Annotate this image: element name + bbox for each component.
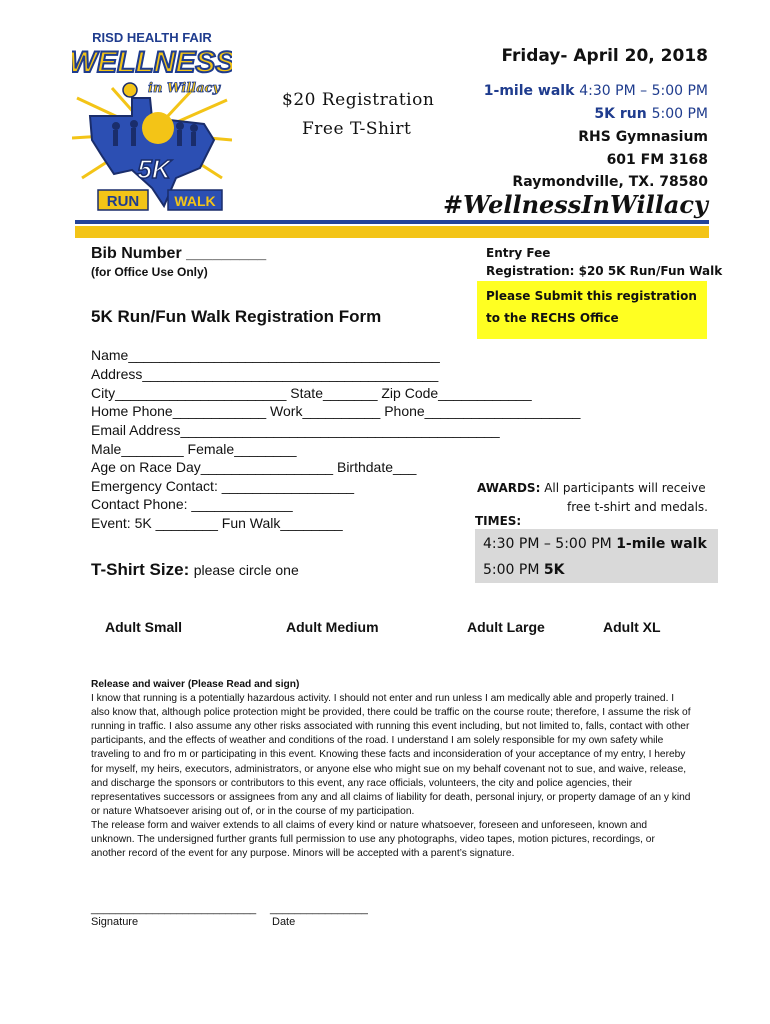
promo-tshirt: Free T-Shirt [302,119,412,139]
entry-fee-registration: Registration: $20 5K Run/Fun Walk [486,264,723,278]
event-date: Friday- April 20, 2018 [501,46,708,66]
logo-walk: WALK [174,193,216,209]
release-body: I know that running is a potentially hazardous activity. I should not enter and run unless I am medically able and properly trained. I also know that, although police protection might be provided, there could be traffic on the course route; therefore, I assume the risk of running in traffic. I also assume any other risks associated with running this event including, but not limited to, falls, contact with other participants, and the effects of weather and conditions of the road. I understand I am solely responsible for my own safety while traveling to and fro m or participating in this event. Knowing these facts and inconsideration of your acceptance of my entry, I hereby for myself, my heirs, executors, administrators, or anyone else who might sue on my behalf covenant not to sue, and waive, release, and discharge the sponsors or contributors to this event, any race officials, volunteers, the city and police agencies, their representatives successors or assignees from any and all claims of liability for death, personal injury, or property damage of an y kind or nature Whatsoever arising out of, or in the course of my participation. [91,693,691,817]
field-city-state-zip[interactable]: City______________________ State_______ Zip Code____________ [91,385,532,401]
entry-fee-title: Entry Fee [486,246,551,260]
field-address[interactable]: Address______________________________________ [91,366,439,382]
event-venue: RHS Gymnasium [578,129,708,145]
tshirt-instruction: please circle one [193,562,299,578]
field-phones[interactable]: Home Phone____________ Work__________ Phone____________________ [91,403,581,419]
divider-yellow [75,226,709,238]
bib-number-label: Bib Number _________ [91,245,267,262]
release-title: Release and waiver (Please Read and sign) [91,679,300,690]
size-adult-medium[interactable]: Adult Medium [286,619,379,635]
size-adult-xl[interactable]: Adult XL [603,619,661,635]
event-logo [72,28,232,218]
size-adult-small[interactable]: Adult Small [105,619,183,635]
date-line[interactable]: ________________ [270,903,368,915]
walk-time: 4:30 PM – 5:00 PM [579,83,708,99]
field-name[interactable]: Name________________________________________ [91,347,440,363]
tshirt-label: T-Shirt Size: [91,560,190,579]
signature-label: Signature [91,916,139,928]
logo-5k: 5K [137,154,171,184]
times-box [475,529,718,583]
times-walk-line [483,536,707,552]
form-title: 5K Run/Fun Walk Registration Form [91,307,382,326]
field-event-choice[interactable]: Event: 5K ________ Fun Walk________ [91,515,343,531]
times-run-line [483,562,564,578]
field-email[interactable]: Email Address_________________________________________ [91,422,500,438]
divider-blue [75,220,709,224]
event-walk-line [484,83,708,99]
times-run-time: 5:00 PM [483,562,540,578]
release-body-2: The release form and waiver extends to all claims of every kind or nature whatsoever, foreseen and unforeseen, known and unknown. The undersigned further grants full permission to use any photographs, video tapes, motion pictures, recordings, or another record of the event for any purpose. Minors will be accepted with a parent’s signature. [91,819,655,860]
field-contact-phone[interactable]: Contact Phone: _____________ [91,496,293,512]
bib-note: (for Office Use Only) [91,265,208,279]
event-hashtag: #WellnessInWillacy [442,190,708,219]
awards-line-2: free t-shirt and medals. [567,500,708,514]
release-waiver [91,678,691,861]
size-adult-large[interactable]: Adult Large [467,619,545,635]
logo-wellness: WELLNESS [72,46,232,79]
tshirt-line [91,560,299,580]
field-emergency-contact[interactable]: Emergency Contact: _________________ [91,478,355,494]
logo-in-willacy: in Willacy [148,81,220,96]
logo-top-text: RISD HEALTH FAIR [92,30,212,45]
times-walk-label: 1-mile walk [616,536,707,552]
logo-run: RUN [106,193,140,210]
field-age-birthdate[interactable]: Age on Race Day_________________ Birthdate___ [91,459,417,475]
run-time: 5:00 PM [651,106,708,122]
times-label: TIMES: [475,514,522,528]
awards-line-1 [477,481,706,495]
submit-line-2: to the RECHS Office [486,311,619,325]
event-address: 601 FM 3168 [606,152,708,168]
event-city: Raymondville, TX. 78580 [512,174,708,190]
run-label: 5K run [594,106,647,122]
times-run-label: 5K [543,562,565,578]
awards-label: AWARDS: [477,481,541,495]
walk-label: 1-mile walk [483,83,575,99]
promo-registration: $20 Registration [282,90,435,110]
submit-notice [477,281,707,339]
signature-line[interactable]: ___________________________ [91,903,257,915]
event-run-line [594,106,708,122]
times-walk-time: 4:30 PM – 5:00 PM [483,536,612,552]
date-label: Date [272,916,296,928]
awards-text-1: All participants will receive [544,481,706,495]
field-gender[interactable]: Male________ Female________ [91,441,297,457]
submit-line-1: Please Submit this registration [486,289,697,303]
